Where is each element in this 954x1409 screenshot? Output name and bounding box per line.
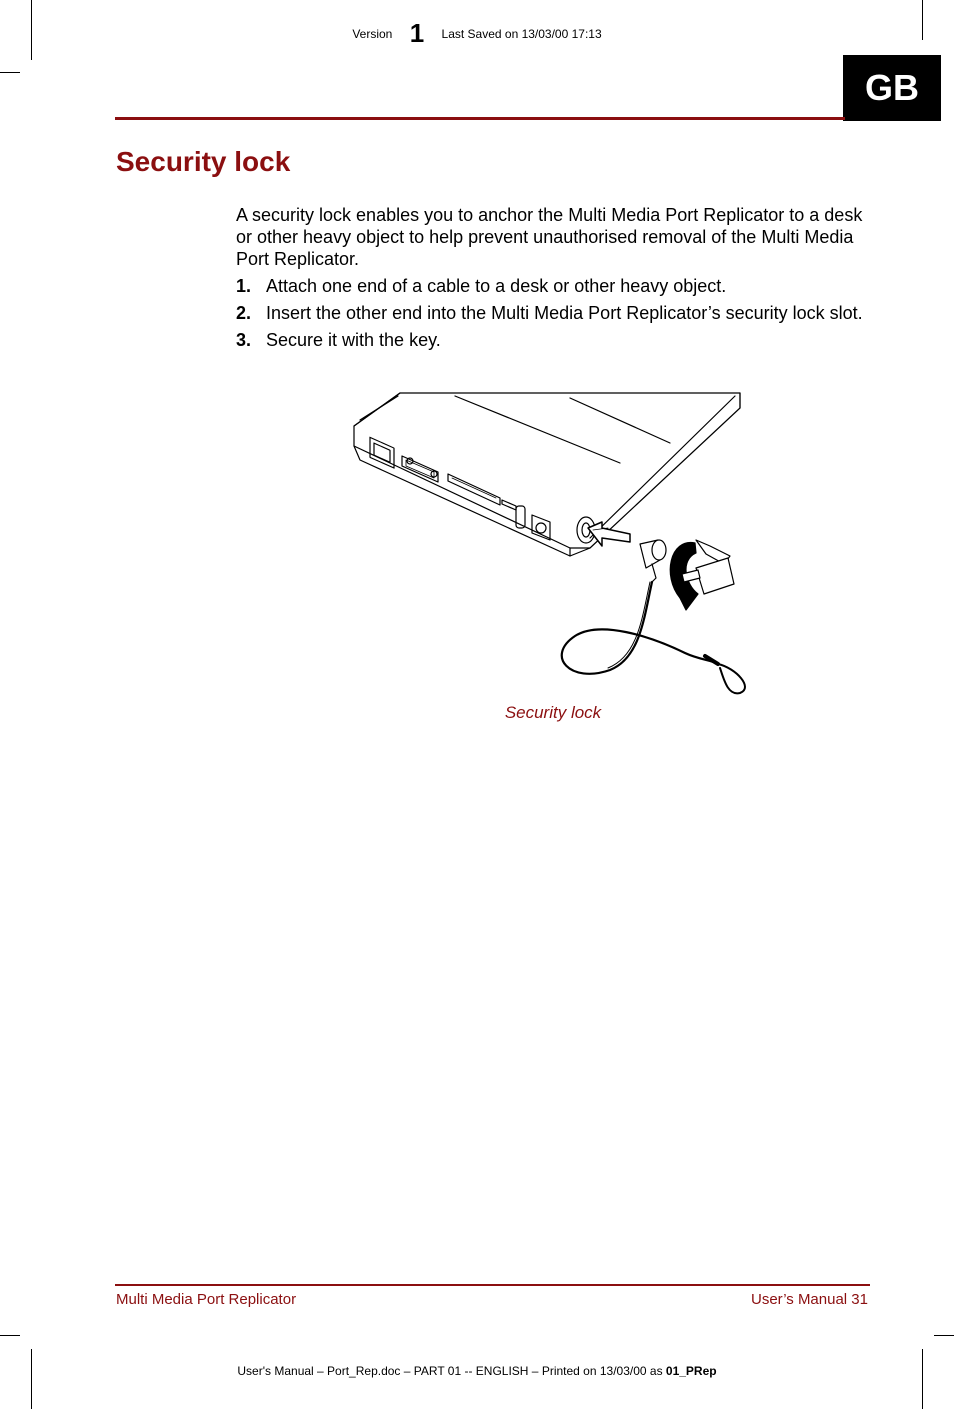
step-number: 3. <box>236 330 252 350</box>
security-lock-illustration <box>340 388 760 698</box>
version-bar <box>0 18 954 49</box>
port-replicator-drawing <box>354 393 740 556</box>
print-info-file: 01_PRep <box>665 1364 717 1378</box>
crop-mark <box>31 1349 32 1409</box>
steps-list <box>236 275 868 356</box>
version-label: Version <box>352 27 393 41</box>
version-number: 1 <box>409 18 425 48</box>
footer-page-number: User’s Manual 31 <box>750 1291 868 1308</box>
crop-mark <box>0 1335 20 1336</box>
list-item <box>236 302 868 324</box>
step-text: Insert the other end into the Multi Media Port Replicator’s security lock slot. <box>266 303 863 323</box>
header-rule <box>115 117 845 120</box>
language-tab: GB <box>843 55 941 121</box>
step-text: Secure it with the key. <box>266 330 441 350</box>
list-item <box>236 329 868 351</box>
section-title: Security lock <box>116 146 291 177</box>
step-number: 1. <box>236 276 252 296</box>
crop-mark <box>0 72 20 73</box>
intro-paragraph: A security lock enables you to anchor the Multi Media Port Replicator to a desk or other heavy object to help prevent unauthorised removal of the Multi Media Port Replicator. <box>236 205 863 269</box>
last-saved: Last Saved on 13/03/00 17:13 <box>441 27 602 41</box>
figure-caption: Security lock <box>504 703 602 722</box>
step-number: 2. <box>236 303 252 323</box>
list-item <box>236 275 868 297</box>
lock-cylinder-drawing <box>640 540 666 582</box>
crop-mark <box>922 1349 923 1409</box>
footer-rule <box>115 1284 870 1286</box>
step-text: Attach one end of a cable to a desk or other heavy object. <box>266 276 727 296</box>
print-info-text: User's Manual – Port_Rep.doc – PART 01 -- ENGLISH – Printed on 13/03/00 as <box>237 1364 666 1378</box>
crop-mark <box>934 1335 954 1336</box>
print-info <box>0 1364 954 1378</box>
footer-chapter: Multi Media Port Replicator <box>116 1291 297 1308</box>
